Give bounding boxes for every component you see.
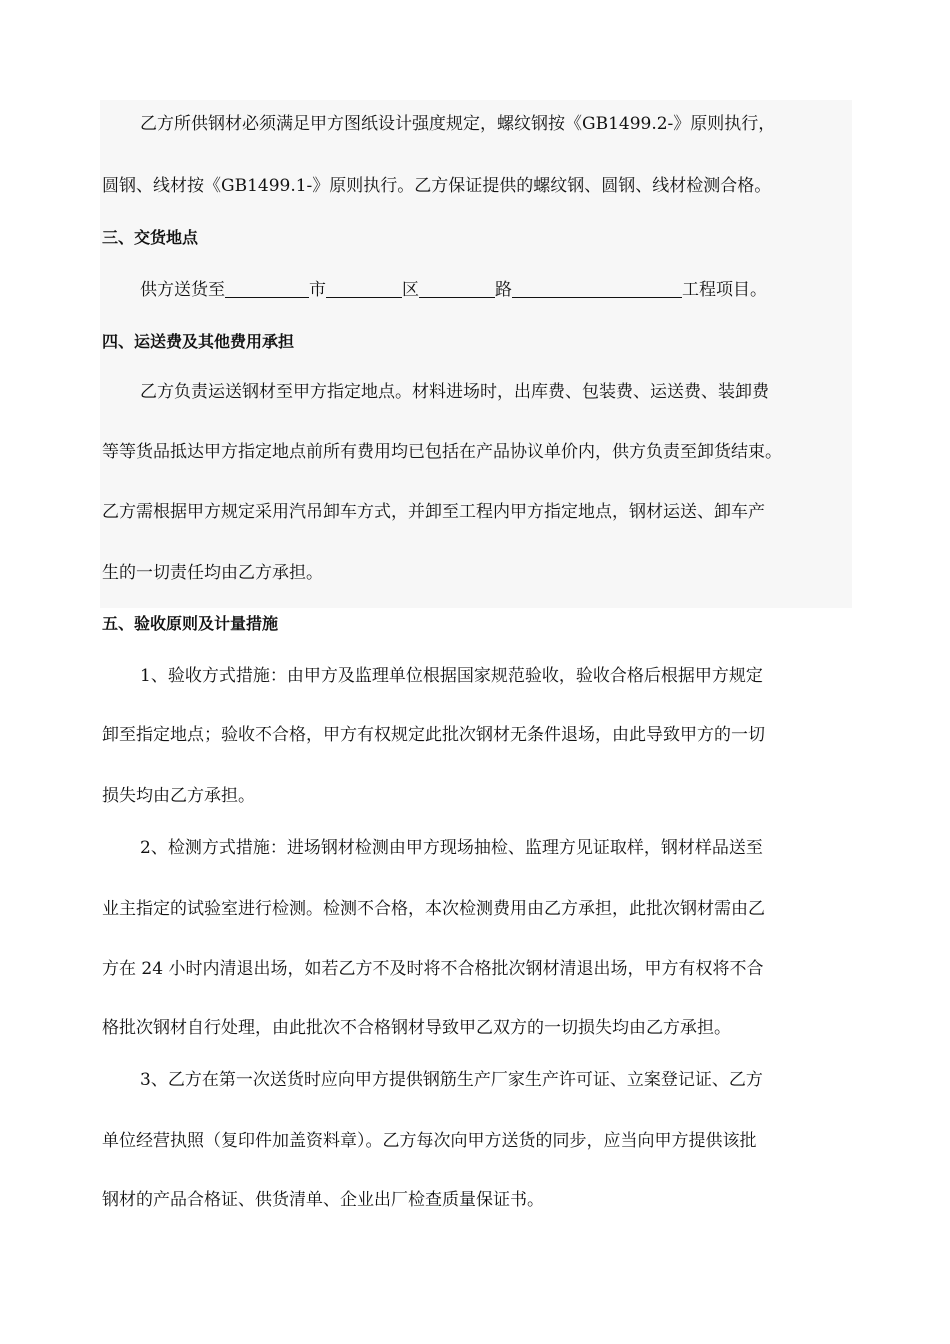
freight-line-4: 生的一切责任均由乙方承担。	[102, 563, 323, 583]
freight-line-1: 乙方负责运送钢材至甲方指定地点。材料进场时，出库费、包装费、运送费、装卸费	[140, 382, 769, 402]
acceptance-2-line-1: 2、检测方式措施：进场钢材检测由甲方现场抽检、监理方见证取样，钢材样品送至	[140, 838, 763, 858]
acceptance-2-line-3: 方在 24 小时内清退出场，如若乙方不及时将不合格批次钢材清退出场，甲方有权将不合	[102, 959, 764, 979]
section-heading-freight-costs: 四、运送费及其他费用承担	[102, 332, 295, 351]
freight-line-3: 乙方需根据甲方规定采用汽吊卸车方式，并卸至工程内甲方指定地点，钢材运送、卸车产	[102, 502, 765, 522]
section-heading-acceptance: 五、验收原则及计量措施	[102, 614, 279, 633]
spec-line-2: 圆钢、线材按《GB1499.1-》原则执行。乙方保证提供的螺纹钢、圆钢、线材检测合格。	[102, 176, 772, 196]
acceptance-1-line-3: 损失均由乙方承担。	[102, 786, 255, 806]
delivery-city-label: 市	[309, 280, 326, 300]
delivery-district-label: 区	[402, 280, 419, 300]
acceptance-3-line-2: 单位经营执照（复印件加盖资料章）。乙方每次向甲方送货的同步，应当向甲方提供该批	[102, 1131, 757, 1151]
district-blank	[326, 279, 402, 298]
project-blank	[512, 279, 682, 298]
acceptance-3-line-1: 3、乙方在第一次送货时应向甲方提供钢筋生产厂家生产许可证、立案登记证、乙方	[140, 1070, 763, 1090]
freight-line-2: 等等货品抵达甲方指定地点前所有费用均已包括在产品协议单价内，供方负责至卸货结束。	[102, 442, 782, 462]
acceptance-1-line-2: 卸至指定地点；验收不合格，甲方有权规定此批次钢材无条件退场，由此导致甲方的一切	[102, 725, 765, 745]
delivery-suffix: 工程项目。	[682, 280, 767, 300]
acceptance-1-line-1: 1、验收方式措施：由甲方及监理单位根据国家规范验收，验收合格后根据甲方规定	[140, 666, 763, 686]
delivery-address-line	[140, 278, 767, 302]
road-blank	[419, 279, 495, 298]
acceptance-2-line-4: 格批次钢材自行处理，由此批次不合格钢材导致甲乙双方的一切损失均由乙方承担。	[102, 1018, 731, 1038]
city-blank	[225, 279, 309, 298]
spec-line-1: 乙方所供钢材必须满足甲方图纸设计强度规定，螺纹钢按《GB1499.2-》原则执行，	[140, 114, 776, 134]
acceptance-2-line-2: 业主指定的试验室进行检测。检测不合格，本次检测费用由乙方承担，此批次钢材需由乙	[102, 899, 765, 919]
delivery-prefix: 供方送货至	[140, 280, 225, 300]
acceptance-3-line-3: 钢材的产品合格证、供货清单、企业出厂检查质量保证书。	[102, 1190, 544, 1210]
delivery-road-label: 路	[495, 280, 512, 300]
section-heading-delivery-location: 三、交货地点	[102, 228, 199, 247]
